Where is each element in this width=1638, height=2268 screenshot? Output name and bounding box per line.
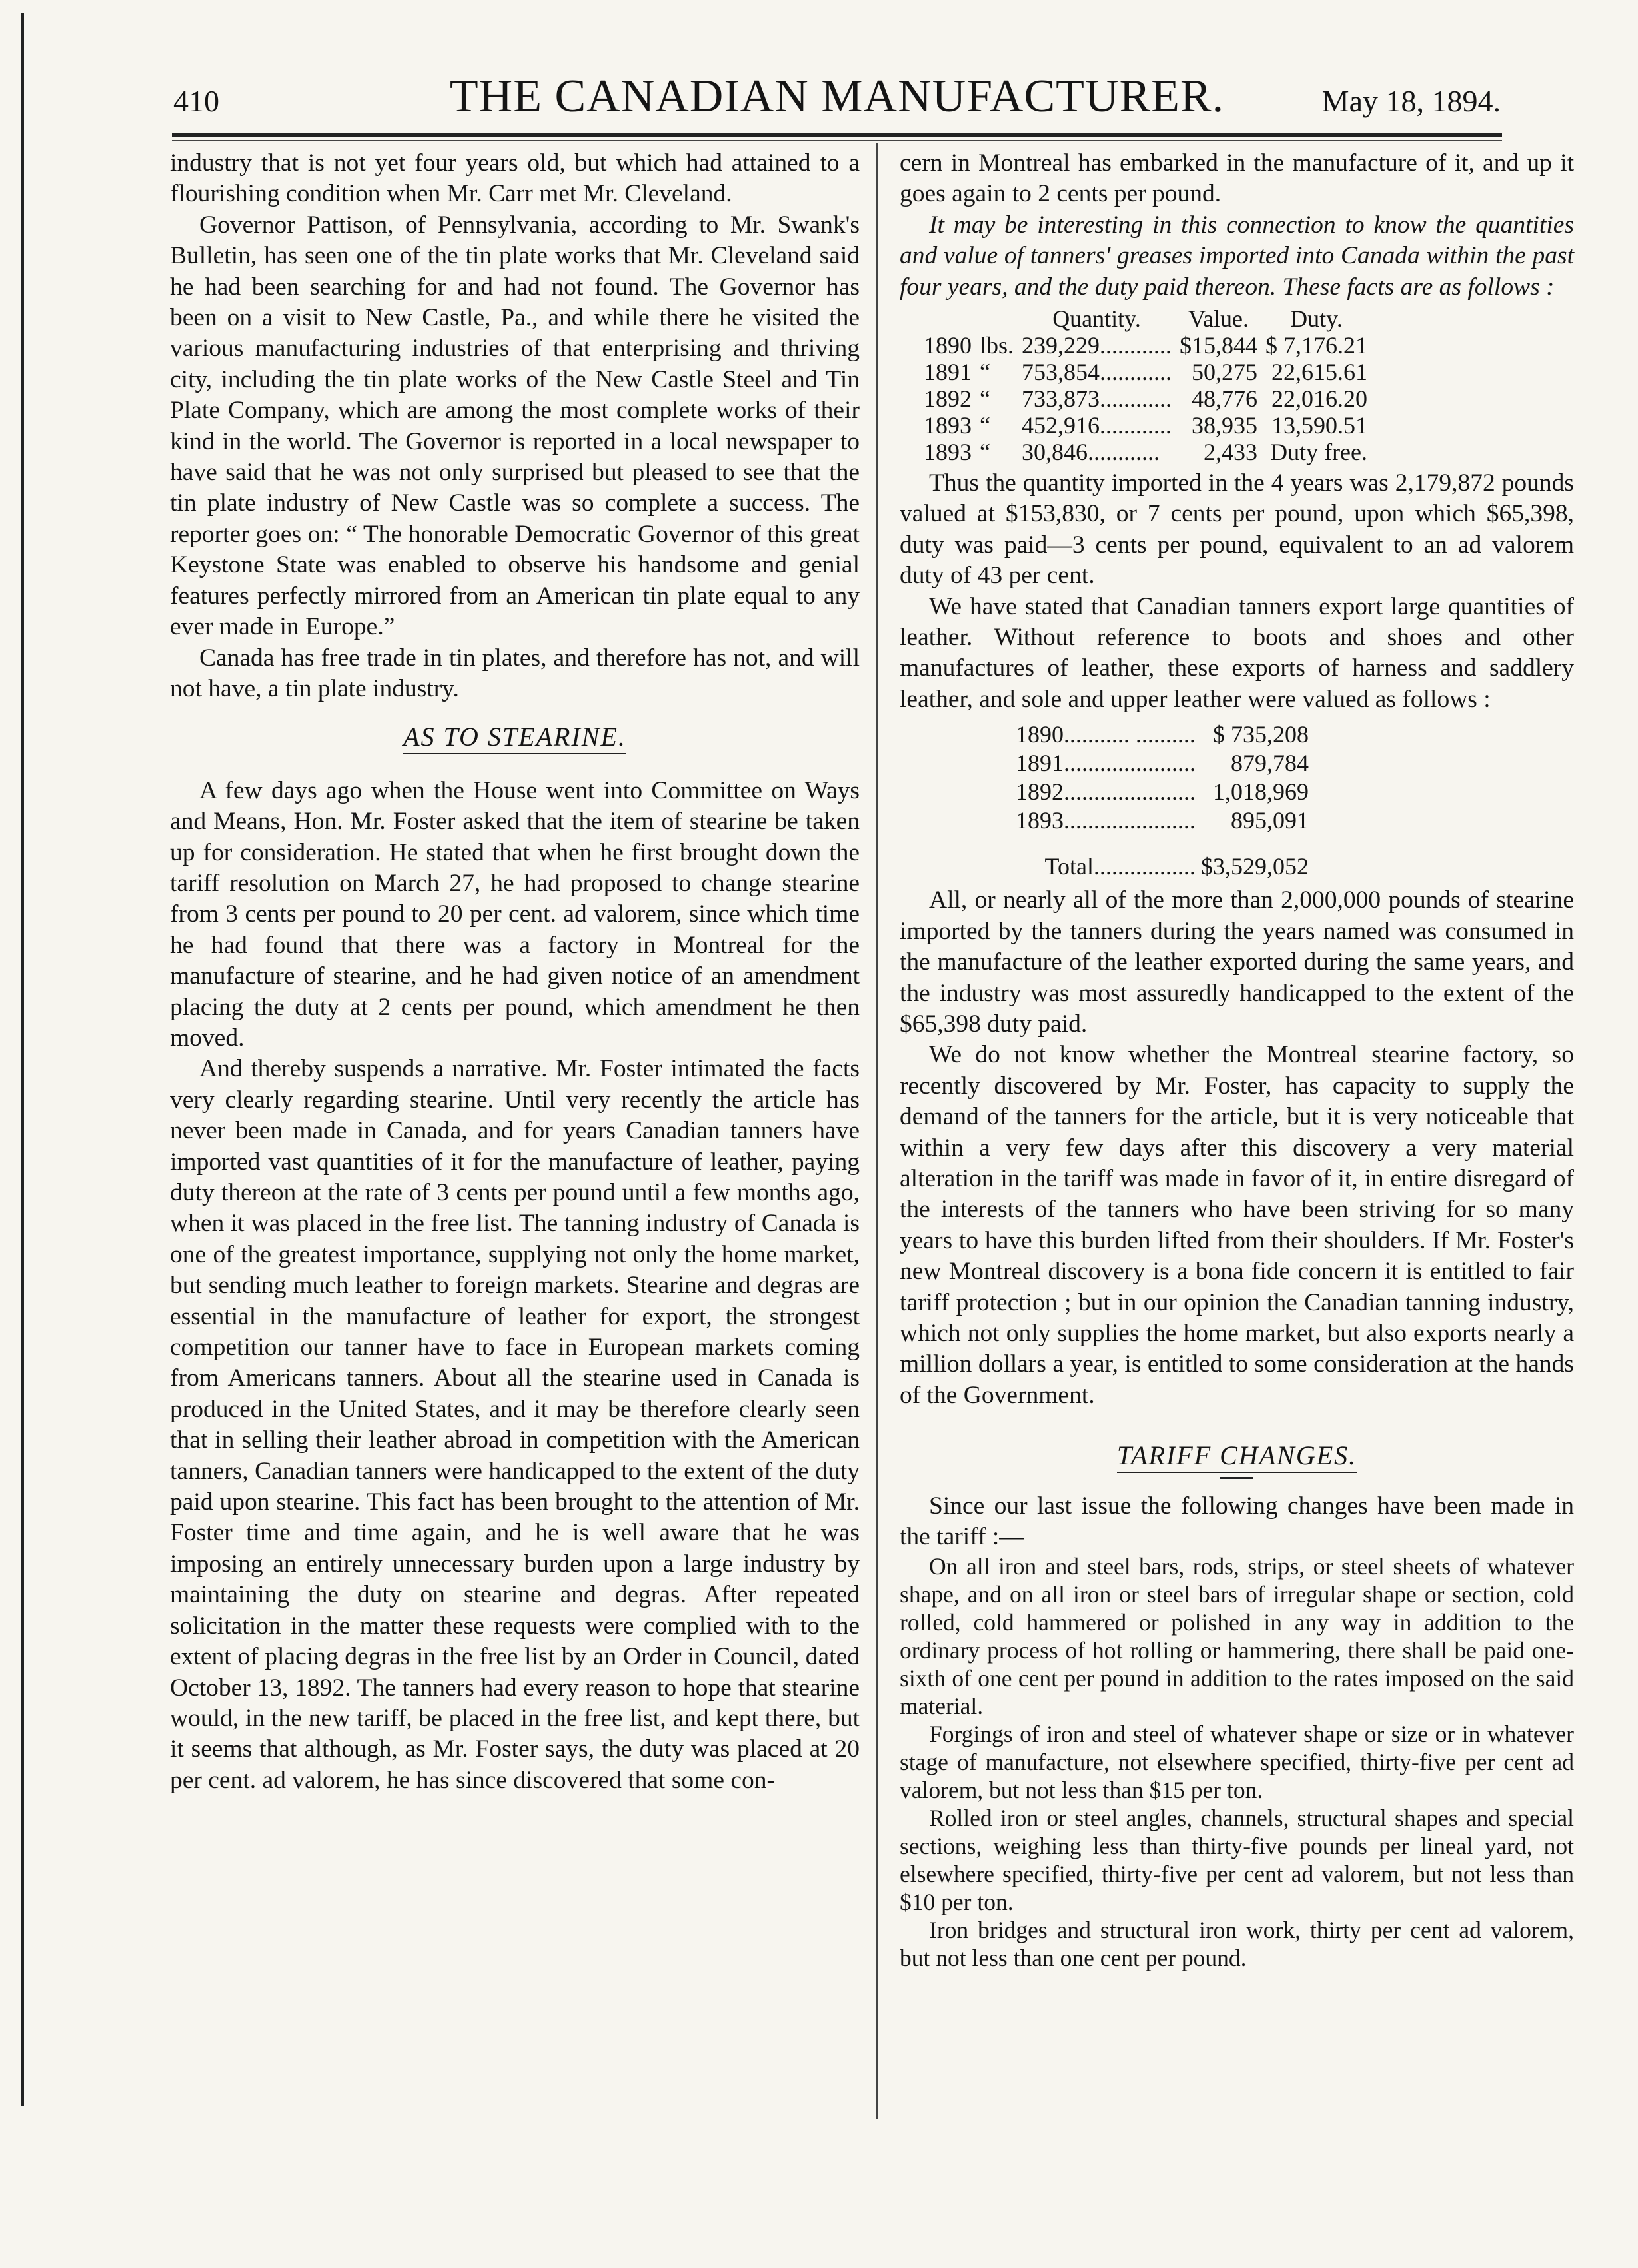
left-paragraph-2: Governor Pattison, of Pennsylvania, according to Mr. Swank's Bulletin, has seen one of the tin plate works that Mr. Cleveland said he had been searching for and had not found. The Governor has been on a visit to New Castle, Pa., and while there he visited the various manufacturing industries of that enterprising and thriving city, including the tin plate works of the New Castle Steel and Tin Plate Company, which are among the most complete works of their kind in the world. The Governor is reported in a local newspaper to have said that he was not only surprised but pleased to see that the tin plate industry of New Castle was so complete a success. The reporter goes on: “ The honorable Democratic Governor of this great Keystone State was enabled to observe his handsome and genial features perfectly mirrored from an American tin plate equal to any ever made in Europe.” xyxy=(170,211,860,641)
imports-unit: lbs. xyxy=(980,332,1014,359)
imports-quantity: 733,873............ xyxy=(1022,385,1172,413)
imports-year: 1891 xyxy=(924,359,972,386)
right-paragraph-3: Thus the quantity imported in the 4 years was 2,179,872 pounds valued at $153,830, or 7 cents per pound, upon which $65,398, duty was paid—3 cents per pound, equivalent to an ad valorem duty of 43 per cent. xyxy=(900,469,1574,590)
exports-total-value: $3,529,052 xyxy=(1201,853,1309,880)
imports-quantity: 452,916............ xyxy=(1022,412,1172,439)
table-row xyxy=(1013,749,1311,778)
right-paragraph-4: We have stated that Canadian tanners export large quantities of leather. Without reference to boots and shoes and other manufactures of leather, these exports of harness and saddlery leather, and sole and upper leather were valued as follows : xyxy=(900,592,1574,713)
imports-value: $15,844 xyxy=(1180,332,1258,359)
imports-value: 38,935 xyxy=(1192,412,1258,439)
exports-total-row xyxy=(1013,835,1311,881)
imports-duty: 22,016.20 xyxy=(1271,385,1368,413)
right-paragraph-11: Iron bridges and structural iron work, thirty per cent ad valorem, but not less than one cent per pound. xyxy=(900,1917,1574,1972)
heading-ornament xyxy=(1220,1477,1253,1479)
exports-value: 895,091 xyxy=(1231,807,1309,834)
exports-year: 1890........... .......... xyxy=(1016,721,1196,748)
right-paragraph-5: All, or nearly all of the more than 2,000,000 pounds of stearine imported by the tanners during the years named was consumed in the manufacture of the leather exported during the same years, and the industry was most assuredly handicapped to the extent of the $65,398 duty paid. xyxy=(900,886,1574,1038)
right-paragraph-8: On all iron and steel bars, rods, strips, or steel sheets of whatever shape, and on all iron or steel bars of irregular shape or section, cold rolled, cold hammered or polished in any way in addition to the ordinary process of hot rolling or hammering, there shall be paid one-sixth of one cent per pound in addition to the rates imposed on the said material. xyxy=(900,1553,1574,1720)
imports-quantity: 239,229............ xyxy=(1022,332,1172,359)
left-paragraph-3: Canada has free trade in tin plates, and therefore has not, and will not have, a tin plate industry. xyxy=(170,644,860,702)
imports-header-quantity: Quantity. xyxy=(1052,305,1141,333)
table-row xyxy=(920,359,1371,385)
left-paragraph-4: A few days ago when the House went into Committee on Ways and Means, Hon. Mr. Foster asked that the item of stearine be taken up for consideration. He stated that when he first brought down the tariff resolution on March 27, he had proposed to change stearine from 3 cents per pound to 20 per cent. ad valorem, since which time he had found that there was a factory in Montreal for the manufacture of stearine, and he had given notice of an amendment placing the duty at 2 cents per pound, which amendment he then moved. xyxy=(170,776,860,1052)
imports-value: 50,275 xyxy=(1192,359,1258,386)
right-paragraph-7: Since our last issue the following changes have been made in the tariff :— xyxy=(900,1492,1574,1550)
left-paragraph-5: And thereby suspends a narrative. Mr. Foster intimated the facts very clearly regarding stearine. Until very recently the article has never been made in Canada, and for years Canadian tanners have imported vast quantities of it for the manufacture of leather, paying duty thereon at the rate of 3 cents per pound until a few months ago, when it was placed in the free list. The tanning industry of Canada is one of the greatest importance, supplying not only the home market, but sending much leather to foreign markets. Stearine and degras are essential in the manufacture of leather for export, the strongest competition our tanner have to face in European markets coming from Americans tanners. About all the stearine used in Canada is produced in the United States, and it may be therefore clearly seen that in selling their leather abroad in competition with the American tanners, Canadian tanners were handicapped to the extent of the duty paid upon stearine. This fact has been brought to the attention of Mr. Foster time and time again, and he is well aware that he was imposing an entirely unnecessary burden upon a large industry by maintaining the duty on stearine and degras. After repeated solicitation in the matter these requests were complied with to the extent of placing degras in the free list by an Order in Council, dated October 13, 1892. The tanners had every reason to hope that stearine would, in the new tariff, be placed in the free list, and kept there, but it seems that although, as Mr. Foster says, the duty was placed at 20 per cent. ad valorem, he has since discovered that some con- xyxy=(170,1055,860,1794)
imports-header-duty: Duty. xyxy=(1290,305,1343,333)
imports-duty: Duty free. xyxy=(1270,439,1368,466)
right-paragraph-9: Forgings of iron and steel of whatever shape or size or in whatever stage of manufacture, not elsewhere specified, thirty-five per cent ad valorem, but not less than $15 per ton. xyxy=(900,1721,1574,1804)
table-row xyxy=(920,439,1371,465)
imports-table xyxy=(920,305,1371,465)
heading-stearine xyxy=(170,722,860,752)
page-header xyxy=(173,70,1501,130)
imports-value: 2,433 xyxy=(1204,439,1258,466)
heading-tariff-changes-text: TARIFF CHANGES. xyxy=(1117,1440,1357,1473)
imports-quantity: 753,854............ xyxy=(1022,359,1172,386)
exports-total-label: Total................. xyxy=(1044,853,1196,880)
heading-stearine-text: AS TO STEARINE. xyxy=(403,722,626,754)
header-rule xyxy=(172,133,1502,137)
publication-title: THE CANADIAN MANUFACTURER. xyxy=(449,71,1225,122)
exports-value: $ 735,208 xyxy=(1213,721,1309,748)
table-row xyxy=(1013,806,1311,835)
imports-duty: 13,590.51 xyxy=(1271,412,1368,439)
imports-duty: 22,615.61 xyxy=(1271,359,1368,386)
exports-value: 1,018,969 xyxy=(1213,778,1309,806)
imports-quantity: 30,846............ xyxy=(1022,439,1160,466)
imports-unit: “ xyxy=(980,385,990,413)
table-row xyxy=(920,385,1371,412)
table-row xyxy=(1013,778,1311,806)
imports-unit: “ xyxy=(980,412,990,439)
imports-duty: $ 7,176.21 xyxy=(1265,332,1368,359)
imports-header-value: Value. xyxy=(1188,305,1249,333)
table-row xyxy=(1013,720,1311,749)
right-paragraph-2: It may be interesting in this connection to know the quantities and value of tanners' greases imported into Canada within the past four years, and the duty paid thereon. These facts are as follows : xyxy=(900,211,1574,301)
exports-year: 1891...................... xyxy=(1016,750,1196,777)
exports-table xyxy=(1013,720,1311,881)
page-number: 410 xyxy=(173,84,219,118)
imports-header-row xyxy=(920,305,1371,332)
left-column xyxy=(170,148,860,1796)
header-rule-thin xyxy=(172,140,1502,141)
imports-year: 1893 xyxy=(924,412,972,439)
imports-year: 1893 xyxy=(924,439,972,466)
exports-year: 1893...................... xyxy=(1016,807,1196,834)
imports-value: 48,776 xyxy=(1192,385,1258,413)
issue-date: May 18, 1894. xyxy=(1321,84,1501,118)
table-row xyxy=(920,412,1371,439)
imports-year: 1890 xyxy=(924,332,972,359)
imports-unit: “ xyxy=(980,359,990,386)
column-divider xyxy=(876,143,878,2119)
exports-year: 1892...................... xyxy=(1016,778,1196,806)
right-paragraph-10: Rolled iron or steel angles, channels, structural shapes and special sections, weighing less than thirty-five pounds per lineal yard, not elsewhere specified, thirty-five per cent ad valorem, but not less than $10 per ton. xyxy=(900,1805,1574,1916)
right-paragraph-6: We do not know whether the Montreal stearine factory, so recently discovered by Mr. Foster, has capacity to supply the demand of the tanners for the article, but it is very noticeable that within a very few days after this discovery a very material alteration in the tariff was made in favor of it, in entire disregard of the interests of the tanners who have been striving for so many years to have this burden lifted from their shoulders. If Mr. Foster's new Montreal discovery is a bona fide concern it is entitled to fair tariff protection ; but in our opinion the Canadian tanning industry, which not only supplies the home market, but also exports nearly a million dollars a year, is entitled to some consideration at the hands of the Government. xyxy=(900,1041,1574,1409)
imports-year: 1892 xyxy=(924,385,972,413)
binding-margin-rule xyxy=(21,13,24,2106)
right-column xyxy=(900,148,1574,1972)
heading-tariff-changes xyxy=(900,1440,1574,1471)
left-paragraph-1: industry that is not yet four years old, but which had attained to a flourishing condition when Mr. Carr met Mr. Cleveland. xyxy=(170,149,860,208)
table-row xyxy=(920,332,1371,359)
imports-unit: “ xyxy=(980,439,990,466)
right-paragraph-1: cern in Montreal has embarked in the manufacture of it, and up it goes again to 2 cents per pound. xyxy=(900,149,1574,208)
exports-value: 879,784 xyxy=(1231,750,1309,777)
